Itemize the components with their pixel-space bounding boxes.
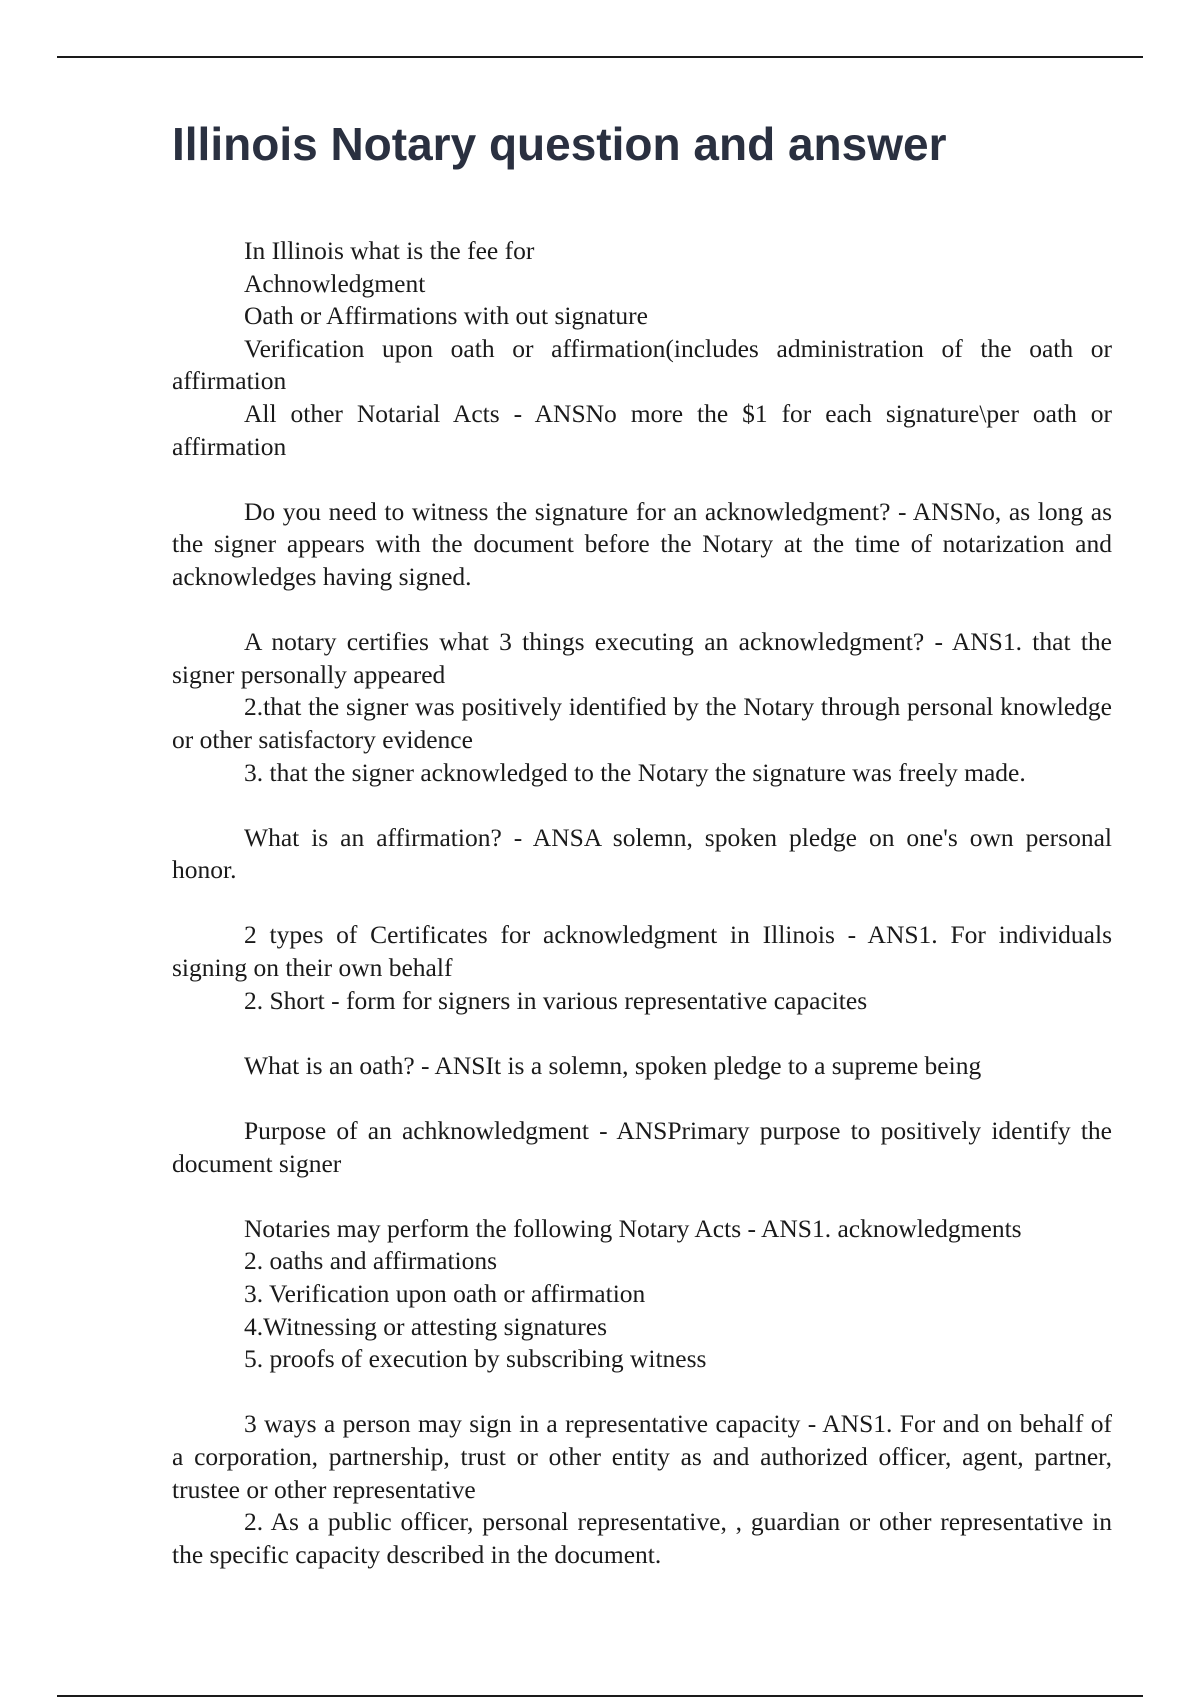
qa-block-certifies <box>172 626 1112 789</box>
qa-block-affirmation <box>172 822 1112 887</box>
footer-rule <box>57 1695 1143 1697</box>
qa-line: Verification upon oath or affirmation(includes administration of the oath or affirmation <box>172 333 1112 396</box>
qa-block-certificate-types <box>172 919 1112 1017</box>
qa-line: Notaries may perform the following Notary Acts - ANS1. acknowledgments <box>244 1213 1022 1243</box>
qa-block-fees <box>172 235 1112 463</box>
header-rule <box>57 56 1143 58</box>
qa-line: 4.Witnessing or attesting signatures <box>244 1311 608 1341</box>
qa-line: 2 types of Certificates for acknowledgment in Illinois - ANS1. For individuals signing on their own behalf <box>172 920 1112 983</box>
qa-line: Achnowledgment <box>244 268 426 298</box>
document-title: Illinois Notary question and answer <box>172 118 947 170</box>
qa-line: 3 ways a person may sign in a representative capacity - ANS1. For and on behalf of a corporation, partnership, trust or other entity as and authorized officer, agent, partner, trustee or other representative <box>172 1409 1112 1504</box>
qa-block-oath <box>172 1050 1112 1083</box>
qa-block-purpose <box>172 1115 1112 1180</box>
qa-block-notary-acts <box>172 1213 1112 1376</box>
qa-line: What is an affirmation? - ANSA solemn, spoken pledge on one's own personal honor. <box>172 822 1112 885</box>
qa-line: 5. proofs of execution by subscribing witness <box>244 1344 707 1374</box>
qa-line: A notary certifies what 3 things executing an acknowledgment? - ANS1. that the signer personally appeared <box>172 627 1112 689</box>
document-body <box>172 235 1112 1571</box>
qa-line: 2.that the signer was positively identified by the Notary through personal knowledge or other satisfactory evidence <box>172 692 1112 754</box>
qa-line: 2. oaths and affirmations <box>244 1246 498 1276</box>
qa-line: 3. Verification upon oath or affirmation <box>244 1279 646 1308</box>
qa-line: Do you need to witness the signature for an acknowledgment? - ANSNo, as long as the signer appears with the document before the Notary at the time of notarization and acknowledges having signed. <box>172 496 1112 591</box>
qa-line: 2. Short - form for signers in various representative capacites <box>244 985 868 1015</box>
qa-line: Oath or Affirmations with out signature <box>244 301 648 331</box>
qa-line: 2. As a public officer, personal representative, , guardian or other representative in the specific capacity described in the document. <box>172 1507 1112 1569</box>
qa-line: All other Notarial Acts - ANSNo more the $1 for each signature\per oath or affirmation <box>172 398 1112 461</box>
qa-line: Purpose of an achknowledgment - ANSPrimary purpose to positively identify the document signer <box>172 1116 1112 1178</box>
qa-line: What is an oath? - ANSIt is a solemn, spoken pledge to a supreme being <box>244 1050 982 1080</box>
qa-block-representative <box>172 1408 1112 1571</box>
qa-line: In Illinois what is the fee for <box>244 236 535 265</box>
qa-line: 3. that the signer acknowledged to the Notary the signature was freely made. <box>244 757 1026 787</box>
qa-block-witness <box>172 496 1112 594</box>
